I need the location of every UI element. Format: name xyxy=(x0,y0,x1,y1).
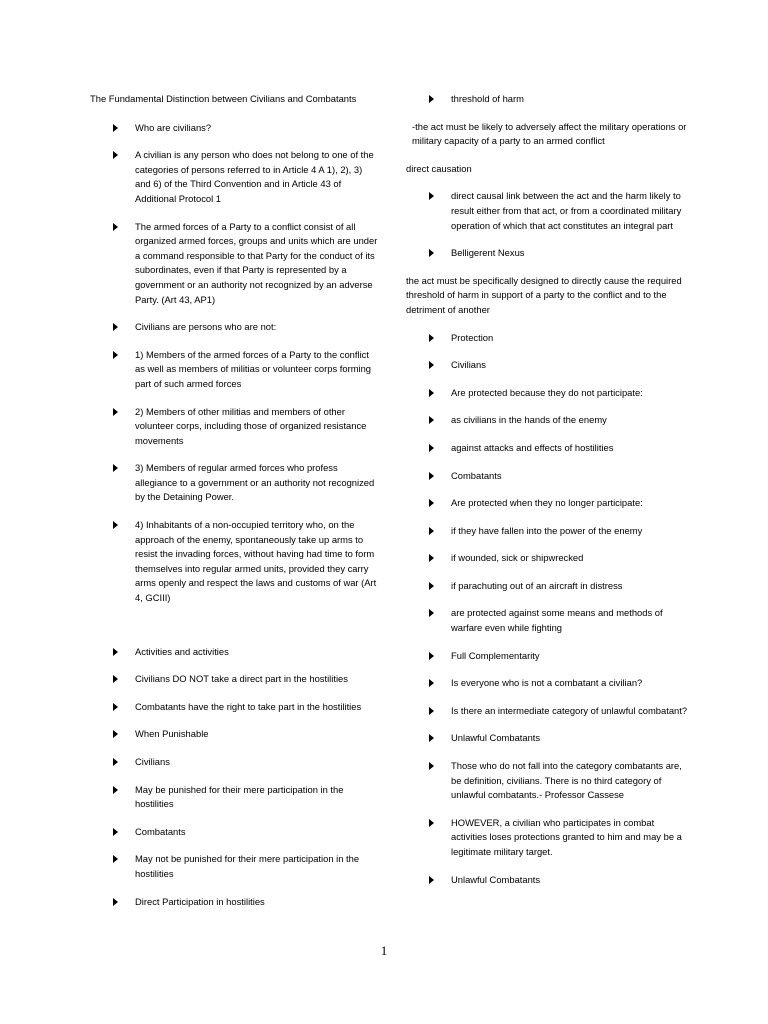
item-text: direct causal link between the act and the harm likely to result either from that act, or from a coordinated military operation of which that act constitutes an integral part xyxy=(451,190,682,231)
list-item xyxy=(406,816,691,860)
item-text: Who are civilians? xyxy=(135,121,212,133)
list-item xyxy=(90,700,380,715)
list-item xyxy=(90,672,380,687)
item-text: 2) Members of other militias and members of other volunteer corps, including those of organized resistance movements xyxy=(135,405,367,446)
bullet-icon xyxy=(429,679,434,687)
paragraph: the act must be specifically designed to directly cause the required threshold of harm in support of a party to the conflict and to the detriment of another xyxy=(406,274,682,315)
list-item xyxy=(406,441,691,456)
item-text: Full Complementarity xyxy=(451,649,540,661)
page-number: 1 xyxy=(380,943,388,958)
right-column xyxy=(406,92,691,900)
bullet-icon xyxy=(429,762,434,770)
bullet-icon xyxy=(113,521,118,529)
bullet-icon xyxy=(429,361,434,369)
item-text: May not be punished for their mere participation in the hostilities xyxy=(135,853,360,879)
bullet-icon xyxy=(113,855,118,863)
bullet-icon xyxy=(429,652,434,660)
bullet-icon xyxy=(113,675,118,683)
item-text: May be punished for their mere participation in the hostilities xyxy=(135,783,344,810)
bullet-icon xyxy=(429,192,434,200)
bullet-icon xyxy=(429,389,434,397)
list-item xyxy=(406,759,691,803)
item-text: if they have fallen into the power of the enemy xyxy=(451,524,643,536)
list-item xyxy=(90,783,380,812)
bullet-icon xyxy=(113,786,118,794)
list-item xyxy=(406,189,691,233)
bullet-icon xyxy=(429,582,434,590)
bullet-icon xyxy=(429,609,434,617)
left-column xyxy=(90,92,380,922)
list-item xyxy=(90,148,380,206)
bullet-icon xyxy=(113,464,118,472)
bullet-icon xyxy=(429,734,434,742)
list-item xyxy=(406,551,691,566)
item-text: Unlawful Combatants xyxy=(451,732,541,744)
list-item xyxy=(406,606,691,635)
list-item xyxy=(406,331,691,346)
item-text: Combatants xyxy=(135,825,186,837)
list-item xyxy=(90,895,380,910)
item-text: if wounded, sick or shipwrecked xyxy=(451,552,584,564)
list-item xyxy=(406,358,691,373)
item-text: The armed forces of a Party to a conflict consist of all organized armed forces, groups and units which are under a command responsible to that Party for the conduct of its subordinates, even if that Party is represented by a government or an authority not recognized by an adverse Party. (Art 43, AP1) xyxy=(135,220,378,305)
list-item xyxy=(406,469,691,484)
item-text: Civilians are persons who are not: xyxy=(135,321,277,333)
item-text: threshold of harm xyxy=(451,93,524,104)
list-item xyxy=(90,461,380,505)
bullet-icon xyxy=(429,95,434,103)
item-text: 3) Members of regular armed forces who profess allegiance to a government or an authority not recognized by the Detaining Power. xyxy=(135,462,375,503)
item-text: Unlawful Combatants xyxy=(451,873,541,885)
item-text: if parachuting out of an aircraft in distress xyxy=(451,579,623,591)
item-text: Civilians xyxy=(135,756,170,767)
bullet-icon xyxy=(429,249,434,257)
item-text: Combatants xyxy=(451,469,502,481)
bullet-icon xyxy=(429,416,434,424)
item-text: Belligerent Nexus xyxy=(451,247,525,259)
list-item xyxy=(406,246,691,261)
item-text: Civilians DO NOT take a direct part in the hostilities xyxy=(135,673,348,685)
list-item xyxy=(406,731,691,746)
bullet-icon xyxy=(113,730,118,738)
list-item xyxy=(406,676,691,691)
paragraph: direct causation xyxy=(406,162,472,174)
item-text: are protected against some means and methods of warfare even while fighting xyxy=(451,607,663,634)
bullet-icon xyxy=(429,707,434,715)
bullet-icon xyxy=(113,223,118,231)
list-item xyxy=(406,649,691,664)
item-text: Combatants have the right to take part in the hostilities xyxy=(135,700,362,712)
bullet-icon xyxy=(429,499,434,507)
bullet-icon xyxy=(113,703,118,711)
list-item xyxy=(90,645,380,660)
list-item xyxy=(406,413,691,428)
item-text: Activities and activities xyxy=(135,645,229,657)
list-item xyxy=(90,727,380,742)
bullet-icon xyxy=(429,334,434,342)
list-item xyxy=(90,825,380,840)
list-item xyxy=(90,405,380,449)
bullet-icon xyxy=(113,408,118,416)
list-item xyxy=(90,852,380,881)
item-text: A civilian is any person who does not belong to one of the categories of persons referred to in Article 4 A 1), 2), 3) and 6) of the Third Convention and in Article 43 of Additional Protocol 1 xyxy=(135,149,374,204)
list-item xyxy=(90,518,380,606)
item-text: Are protected because they do not participate: xyxy=(451,386,643,398)
bullet-icon xyxy=(429,876,434,884)
bullet-icon xyxy=(429,819,434,827)
list-item xyxy=(406,873,691,888)
item-text: as civilians in the hands of the enemy xyxy=(451,414,607,426)
item-text: HOWEVER, a civilian who participates in combat activities loses protections granted to him and may be a legitimate military target. xyxy=(451,816,682,857)
list-item xyxy=(406,579,691,594)
bullet-icon xyxy=(113,351,118,359)
bullet-icon xyxy=(113,323,118,331)
bullet-icon xyxy=(113,151,118,159)
item-text: Are protected when they no longer participate: xyxy=(451,497,643,509)
item-text: When Punishable xyxy=(135,728,209,740)
list-item xyxy=(406,92,691,107)
list-item xyxy=(406,496,691,511)
bullet-icon xyxy=(429,554,434,562)
item-text: Protection xyxy=(451,331,494,343)
bullet-icon xyxy=(113,758,118,766)
item-text: Is there an intermediate category of unlawful combatant? xyxy=(451,704,688,716)
spacer xyxy=(90,619,380,645)
bullet-icon xyxy=(113,124,118,132)
bullet-icon xyxy=(429,472,434,480)
item-text: Is everyone who is not a combatant a civilian? xyxy=(451,677,643,689)
list-item xyxy=(406,704,691,719)
bullet-icon xyxy=(113,898,118,906)
list-item xyxy=(90,320,380,335)
item-text: against attacks and effects of hostilities xyxy=(451,441,614,453)
list-item xyxy=(90,755,380,770)
bullet-icon xyxy=(113,828,118,836)
page-title: The Fundamental Distinction between Civilians and Combatants xyxy=(90,93,357,104)
item-text: 4) Inhabitants of a non-occupied territory who, on the approach of the enemy, spontaneously take up arms to resist the invading forces, without having had time to form themselves into regular armed units, provided they carry arms openly and respect the laws and customs of war (Art 4, GCIII) xyxy=(135,519,377,604)
item-text: 1) Members of the armed forces of a Party to the conflict as well as members of militias or volunteer corps forming part of such armed forces xyxy=(135,348,372,389)
list-item xyxy=(406,386,691,401)
bullet-icon xyxy=(429,527,434,535)
list-item xyxy=(90,348,380,392)
bullet-icon xyxy=(429,444,434,452)
bullet-icon xyxy=(113,648,118,656)
paragraph: -the act must be likely to adversely affect the military operations or military capacity of a party to an armed conflict xyxy=(412,120,687,147)
item-text: Civilians xyxy=(451,359,486,371)
list-item xyxy=(406,524,691,539)
item-text: Direct Participation in hostilities xyxy=(135,895,265,907)
list-item xyxy=(90,121,380,136)
list-item xyxy=(90,220,380,308)
item-text: Those who do not fall into the category combatants are, be definition, civilians. There is no third category of unlawful combatants.- Professor Cassese xyxy=(451,760,682,801)
